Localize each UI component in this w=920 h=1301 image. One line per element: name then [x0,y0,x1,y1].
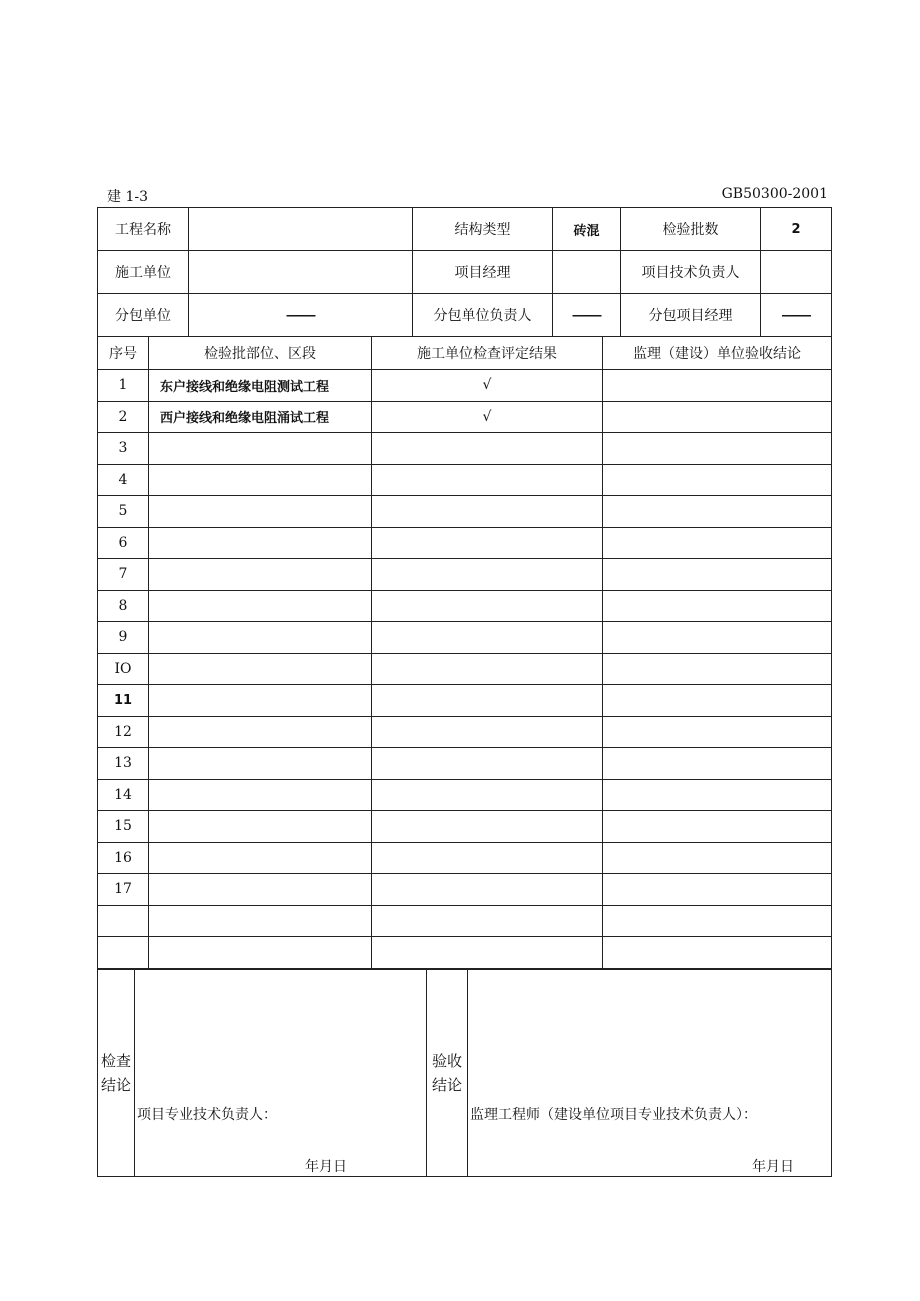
supervisor-conclusion[interactable] [603,653,832,685]
supervisor-conclusion[interactable] [603,527,832,559]
sub-manager-label: 分包项目经理 [621,294,761,337]
table-row [98,779,832,811]
project-manager-label: 项目经理 [413,251,553,294]
project-name-label: 工程名称 [98,208,189,251]
subcontractor-value[interactable]: —— [189,294,413,337]
table-row [98,716,832,748]
contractor-result[interactable] [372,496,603,528]
lot-location[interactable] [149,590,372,622]
lot-location[interactable] [149,685,372,717]
supervisor-conclusion[interactable] [603,496,832,528]
table-row [98,401,832,433]
contractor-result[interactable] [372,527,603,559]
table-row [98,937,832,969]
supervisor-conclusion[interactable] [603,464,832,496]
row-number: 8 [98,590,149,622]
contractor-result[interactable] [372,590,603,622]
tech-lead-value[interactable] [761,251,832,294]
table-row [98,527,832,559]
contractor-result[interactable] [372,433,603,465]
supervisor-conclusion[interactable] [603,779,832,811]
check-signer-label: 项目专业技术负责人： [137,1107,277,1123]
table-row [98,590,832,622]
lot-count-label: 检验批数 [621,208,761,251]
supervisor-conclusion[interactable] [603,842,832,874]
supervisor-conclusion[interactable] [603,748,832,780]
table-row [98,464,832,496]
accept-conclusion-area[interactable] [468,970,832,1177]
row-number: 13 [98,748,149,780]
sub-manager-value[interactable]: —— [761,294,832,337]
row-number: 17 [98,874,149,906]
accept-signer-label: 监理工程师（建设单位项目专业技术负责人）： [470,1107,757,1123]
lot-location[interactable] [149,559,372,591]
supervisor-conclusion[interactable] [603,874,832,906]
tech-lead-label: 项目技术负责人 [621,251,761,294]
row-number: 16 [98,842,149,874]
supervisor-conclusion[interactable] [603,401,832,433]
row-number: 4 [98,464,149,496]
lot-location[interactable] [149,653,372,685]
table-row [98,622,832,654]
contractor-result[interactable] [372,685,603,717]
lot-location[interactable] [149,905,372,937]
structure-type-label: 结构类型 [413,208,553,251]
lot-location[interactable] [149,779,372,811]
conclusion-table [97,969,832,1177]
row-number: 2 [98,401,149,433]
row-number: 11 [98,685,149,717]
lot-count-value[interactable]: 2 [761,208,832,251]
contractor-result[interactable] [372,559,603,591]
row-number: 1 [98,370,149,402]
contractor-result[interactable] [372,748,603,780]
check-conclusion-label: 检查结论 [98,970,135,1177]
table-row [98,842,832,874]
subcontractor-label: 分包单位 [98,294,189,337]
lot-location[interactable] [149,874,372,906]
row-number: 14 [98,779,149,811]
contractor-result[interactable] [372,905,603,937]
table-row [98,874,832,906]
contractor-result[interactable] [372,622,603,654]
project-name-value[interactable] [189,208,413,251]
row-number: 6 [98,527,149,559]
lot-location[interactable] [149,842,372,874]
contractor-result[interactable] [372,653,603,685]
lot-location[interactable] [149,433,372,465]
supervisor-conclusion[interactable] [603,559,832,591]
contractor-result[interactable]: √ [372,370,603,402]
lot-location[interactable] [149,748,372,780]
check-conclusion-area[interactable] [135,970,427,1177]
column-header: 施工单位检查评定结果 [372,337,603,370]
table-row [98,370,832,402]
supervisor-conclusion[interactable] [603,716,832,748]
supervisor-conclusion[interactable] [603,370,832,402]
standard-code: GB50300-2001 [721,186,828,202]
row-number [98,905,149,937]
supervisor-conclusion[interactable] [603,937,832,969]
table-row [98,653,832,685]
row-number: 5 [98,496,149,528]
lot-location[interactable] [149,811,372,843]
supervisor-conclusion[interactable] [603,433,832,465]
sub-lead-value[interactable]: —— [553,294,621,337]
inspection-lots-table [97,336,832,969]
check-date: 年月日 [305,1159,347,1175]
supervisor-conclusion[interactable] [603,590,832,622]
table-row [98,811,832,843]
contractor-result[interactable] [372,464,603,496]
lot-location[interactable]: 东户接线和绝缘电阻测试工程 [149,370,372,402]
contractor-value[interactable] [189,251,413,294]
lot-location[interactable] [149,937,372,969]
supervisor-conclusion[interactable] [603,905,832,937]
contractor-result[interactable] [372,842,603,874]
table-row [98,748,832,780]
table-row [98,905,832,937]
supervisor-conclusion[interactable] [603,685,832,717]
contractor-label: 施工单位 [98,251,189,294]
structure-type-value[interactable]: 砖混 [553,208,621,251]
lot-location[interactable] [149,527,372,559]
contractor-result[interactable] [372,716,603,748]
column-header: 序号 [98,337,149,370]
lot-location[interactable] [149,716,372,748]
row-number: 9 [98,622,149,654]
lot-location[interactable] [149,496,372,528]
column-header: 检验批部位、区段 [149,337,372,370]
row-number: 7 [98,559,149,591]
sub-lead-label: 分包单位负责人 [413,294,553,337]
table-row [98,496,832,528]
row-number: 3 [98,433,149,465]
project-manager-value[interactable] [553,251,621,294]
lot-location[interactable]: 西户接线和绝缘电阻涌试工程 [149,401,372,433]
table-row [98,559,832,591]
supervisor-conclusion[interactable] [603,811,832,843]
row-number [98,937,149,969]
project-info-table [97,207,832,337]
form-number: 建 1-3 [107,189,148,205]
contractor-result[interactable] [372,779,603,811]
row-number: 15 [98,811,149,843]
supervisor-conclusion[interactable] [603,622,832,654]
contractor-result[interactable]: √ [372,401,603,433]
accept-date: 年月日 [752,1159,794,1175]
row-number: 12 [98,716,149,748]
table-row [98,433,832,465]
lot-location[interactable] [149,622,372,654]
row-number: IO [98,653,149,685]
contractor-result[interactable] [372,811,603,843]
table-row [98,685,832,717]
contractor-result[interactable] [372,874,603,906]
column-header: 监理（建设）单位验收结论 [603,337,832,370]
lot-location[interactable] [149,464,372,496]
accept-conclusion-label: 验收结论 [427,970,468,1177]
contractor-result[interactable] [372,937,603,969]
